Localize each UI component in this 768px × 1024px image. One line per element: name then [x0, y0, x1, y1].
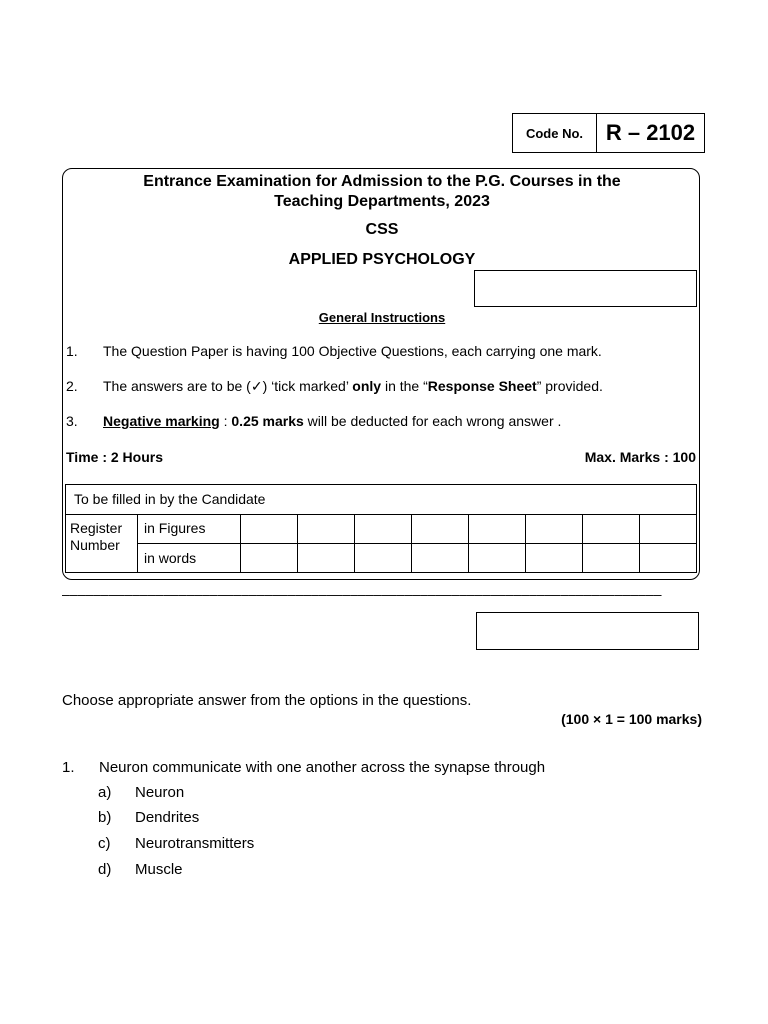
option-text: Dendrites — [135, 809, 200, 826]
in-figures-label: in Figures — [144, 520, 206, 536]
instruction-number: 1. — [66, 343, 78, 359]
total-marks: (100 × 1 = 100 marks) — [561, 711, 702, 727]
table-line — [411, 514, 412, 572]
blank-box-top[interactable] — [474, 270, 697, 307]
option-letter: d) — [98, 861, 112, 878]
exam-time: Time : 2 Hours — [66, 449, 163, 465]
exam-title-line-2: Teaching Departments, 2023 — [274, 193, 490, 210]
table-line — [137, 543, 696, 544]
option-letter: c) — [98, 835, 111, 852]
table-line — [297, 514, 298, 572]
code-value: R – 2102 — [605, 120, 696, 145]
option-text: Muscle — [135, 861, 183, 878]
instructions-heading: General Instructions — [318, 310, 446, 325]
instruction-text-post: ” provided. — [536, 378, 603, 394]
register-label-line2: Number — [70, 537, 120, 553]
table-line — [137, 514, 138, 572]
table-line — [240, 514, 241, 572]
register-number-label — [70, 520, 122, 554]
table-line — [66, 514, 696, 515]
max-marks: Max. Marks : 100 — [584, 449, 696, 465]
question-text: Neuron communicate with one another across the synapse through — [99, 759, 546, 776]
instruction-text: The Question Paper is having 100 Objective Questions, each carrying one mark. — [103, 343, 602, 359]
table-line — [639, 514, 640, 572]
code-box — [512, 113, 705, 153]
code-label: Code No. — [513, 114, 597, 152]
candidate-table — [65, 484, 697, 573]
instruction-text-pre: The answers are to be (✓) ‘tick marked’ — [103, 378, 353, 394]
instruction-text-post: will be deducted for each wrong answer . — [303, 413, 562, 429]
in-words-label: in words — [144, 550, 197, 566]
option-text: Neuron — [135, 784, 185, 801]
program-name: CSS — [365, 221, 399, 238]
instruction-text — [103, 378, 603, 395]
negative-marking-label: Negative marking — [103, 413, 220, 429]
negative-marks-value: 0.25 marks — [231, 413, 304, 429]
candidate-table-header: To be filled in by the Candidate — [74, 491, 266, 507]
table-line — [468, 514, 469, 572]
question-number: 1. — [62, 759, 75, 776]
option-text: Neurotransmitters — [135, 835, 255, 852]
instruction-number: 2. — [66, 378, 78, 394]
option-letter: a) — [98, 784, 112, 801]
instruction-separator: : — [219, 413, 232, 429]
instruction-bold-response-sheet: Response Sheet — [427, 378, 537, 394]
choose-instruction: Choose appropriate answer from the options in the questions. — [62, 692, 472, 709]
instruction-text — [103, 413, 561, 429]
table-line — [525, 514, 526, 572]
exam-title-line-1: Entrance Examination for Admission to the P.G. Courses in the — [143, 173, 621, 190]
instruction-text-mid: in the “ — [381, 378, 428, 394]
blank-box-bottom[interactable] — [476, 612, 699, 650]
cut-line-separator: ––––––––––––––––––––––––––––––––––––––––––––––––––––––––––––––––––––––––––––– — [62, 586, 662, 602]
table-line — [582, 514, 583, 572]
instruction-bold-only: only — [352, 378, 382, 394]
subject-name: APPLIED PSYCHOLOGY — [288, 251, 476, 268]
instruction-number: 3. — [66, 413, 78, 429]
register-label-line1: Register — [70, 520, 123, 536]
option-letter: b) — [98, 809, 112, 826]
table-line — [354, 514, 355, 572]
